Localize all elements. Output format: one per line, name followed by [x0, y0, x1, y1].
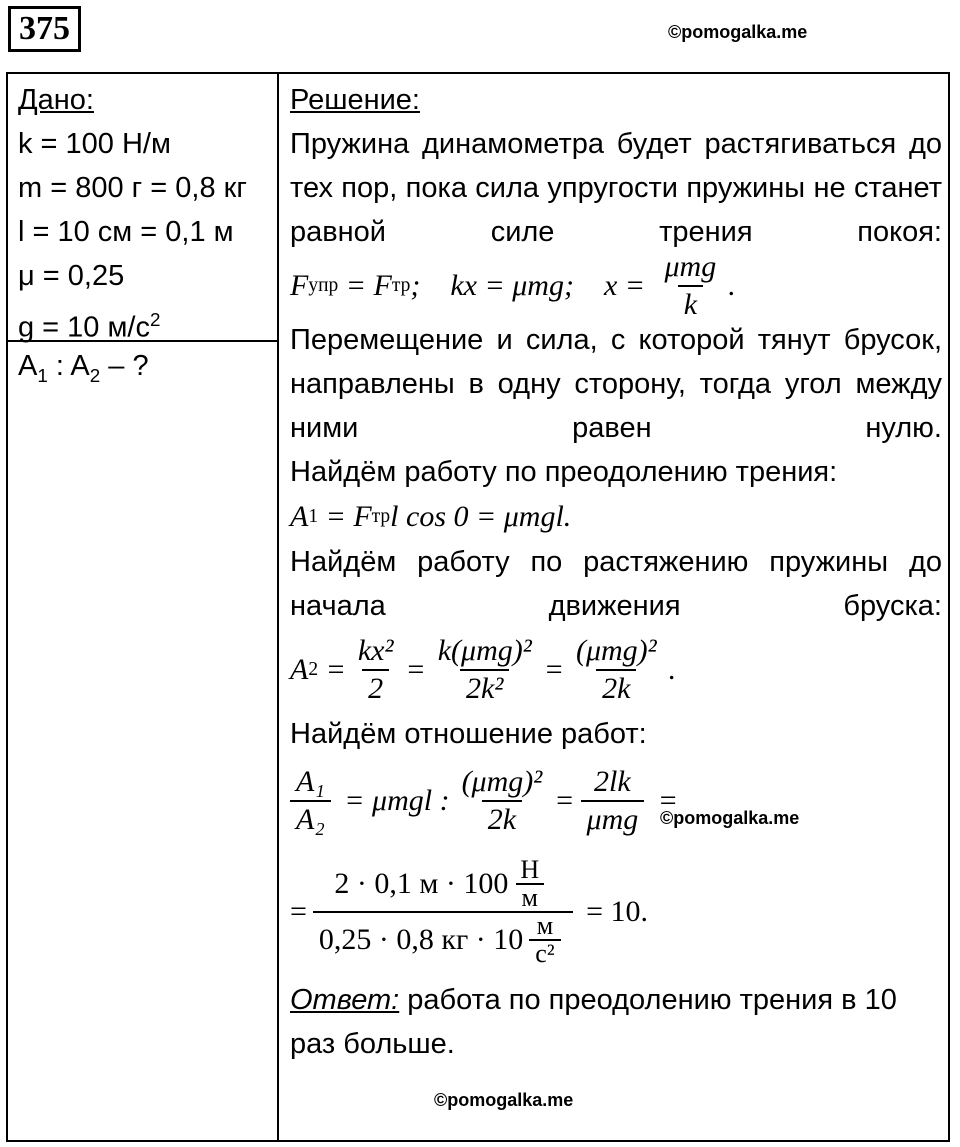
given-line-k: k = 100 Н/м — [18, 128, 171, 160]
given-section — [18, 78, 247, 350]
answer-label: Ответ: — [290, 984, 400, 1016]
watermark-middle: ©pomogalka.me — [660, 808, 800, 828]
given-line-mu: μ = 0,25 — [18, 260, 125, 292]
watermark-top: ©pomogalka.me — [668, 22, 808, 42]
solution-paragraph-5: Найдём отношение работ: — [290, 718, 647, 750]
solution-paragraph-2: Перемещение и сила, с которой тянут брусок, направлены в одну сторону, тогда угол между ними равен нулю. — [290, 324, 942, 444]
given-line-l: l = 10 см = 0,1 м — [18, 216, 234, 248]
given-title: Дано: — [18, 84, 94, 116]
formula-forces: F упр = F тр ; kx = μmg; x = $\frac{\text{μmg}}{k}$ . — [290, 250, 736, 321]
given-line-g: g = 10 $м/с^2$ — [18, 309, 161, 344]
solution-paragraph-4: Найдём работу по растяжению пружины до начала движения бруска: — [290, 546, 942, 622]
formula-numeric: = 2 · 0,1 м · 100 $\frac{Н}{м}$ 0,25 · 0,8 кг · 10 $\frac{м}{\text{с²}}$ = 10. — [290, 855, 649, 968]
answer — [290, 978, 942, 1066]
column-divider — [277, 72, 279, 1142]
task-number: 375 — [8, 6, 81, 52]
solution-title: Решение: — [290, 84, 420, 116]
answer-text: работа по преодолению трения в 10 раз больше. — [290, 984, 897, 1060]
solution-paragraph-3: Найдём работу по преодолению трения: — [290, 456, 838, 488]
solution-section — [290, 78, 942, 1066]
formula-ratio: $\frac{\text{A₁}}{\text{A₂}}$ = μmgl : $\frac{\text{(μmg)²}}{2k}$ = $\frac{2lk}{\text{μmg}}$ = — [290, 756, 942, 846]
solution-paragraph-1: Пружина динамометра будет растягиваться до тех пор, пока сила упругости пружины не станет равной силе трения покоя: — [290, 128, 942, 248]
find-section: $A_1$ : $A_2$ – ? — [18, 350, 149, 386]
watermark-bottom: ©pomogalka.me — [434, 1090, 574, 1110]
formula-work-spring: A 2 = $\frac{\text{kx²}}{2}$ = $\frac{\text{k(μmg)²}}{\text{2k²}}$ = $\frac{\text{(μmg)²}}{2k}$ . — [290, 634, 677, 705]
formula-work-friction: A 1 = F тр l cos 0 = μmgl. — [290, 500, 572, 533]
given-line-m: m = 800 г = 0,8 кг — [18, 172, 247, 204]
